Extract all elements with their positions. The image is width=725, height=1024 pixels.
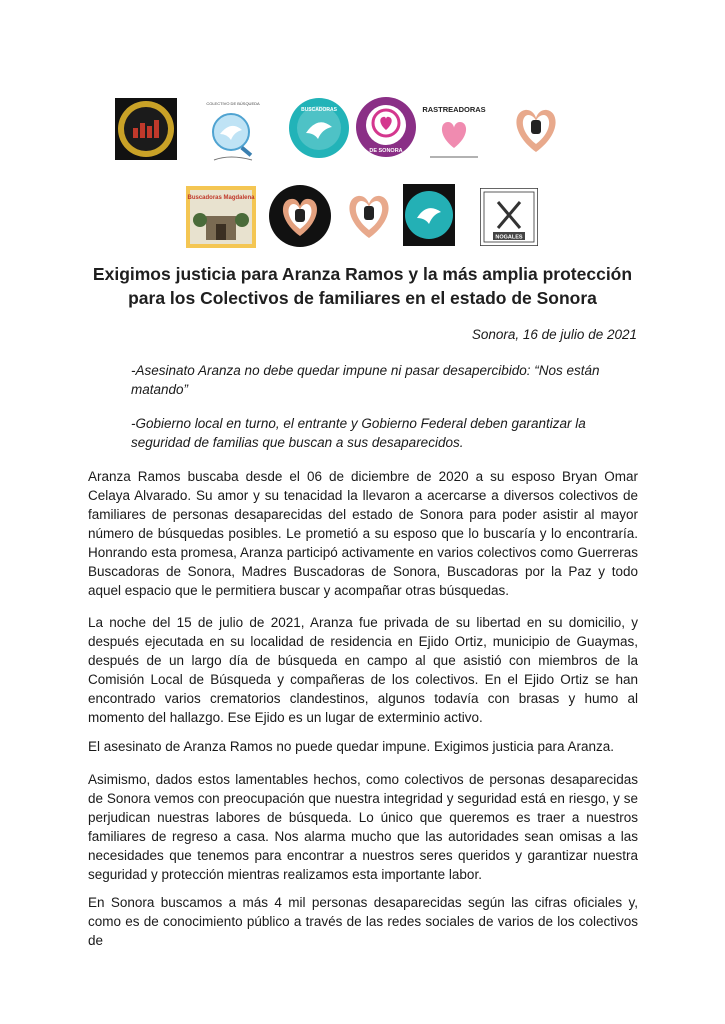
logo-rastreadoras [420, 100, 488, 162]
body-paragraph-3: El asesinato de Aranza Ramos no puede quedar impune. Exigimos justicia para Aranza. [88, 739, 615, 754]
logo-7-text: Buscadoras Magdalena [187, 195, 255, 201]
title-line-1: Exigimos justicia para Aranza Ramos y la más amplia protección [92, 264, 633, 284]
document-title [70, 262, 655, 310]
logo-badge-black-gold [115, 98, 177, 160]
logo-guerreras-black [268, 184, 332, 248]
logo-buscadoras-teal [288, 97, 350, 159]
logo-4-text: DE SONORA [369, 148, 403, 154]
logo-11-text: NOGALES [495, 234, 523, 241]
logo-buscadoras-frontera-nogales [480, 188, 538, 246]
body-paragraph-1: Aranza Ramos buscaba desde el 06 de diciembre de 2020 a su esposo Bryan Omar Celaya Alvarado. Su amor y su tenacidad la llevaron a acercarse a diversos colectivos de familiares de personas desaparecidas del estado de Sonora para poder asistir al mayor número de búsquedas posibles. Le prometió a su esposo que lo buscaría y lo encontraría. Honrando esta promesa, Aranza participó activamente en varios colectivos como Guerreras Buscadoras de Sonora, Madres Buscadoras de Sonora, Buscadoras por la Paz y todo aquel espacio que le permitiera buscar y acompañar otras búsquedas. [88, 469, 638, 598]
body-paragraph-2: La noche del 15 de julio de 2021, Aranza fue privada de su libertad en su domicilio, y después ejecutada en su localidad de residencia en Ejido Ortiz, municipio de Guaymas, después de un largo día de búsqueda en campo al que asistió con miembros de la Comisión Local de Búsqueda y compañeras de los colectivos. En el Ejido Ortiz se han encontrado varios crematorios clandestinos, algunos todavía con brasas y humo al momento del hallazgo. Ese Ejido es un lugar de exterminio activo. [88, 615, 638, 725]
title-line-2: para los Colectivos de familiares en el estado de Sonora [128, 288, 597, 308]
body-paragraph-5: En Sonora buscamos a más 4 mil personas desaparecidas según las cifras oficiales y, como es de conocimiento público a través de las redes sociales de varios de los colectivos de [88, 895, 638, 948]
dateline: Sonora, 16 de julio de 2021 [471, 327, 637, 342]
logo-guerreras-heart [503, 96, 569, 162]
logo-guerreras-heart-2 [336, 182, 402, 248]
logo-teal-dove-square [403, 184, 455, 246]
logo-2-text: COLECTIVO DE BÚSQUEDA [206, 101, 260, 106]
logo-buscadoras-magdalena [186, 186, 256, 248]
summary-bullet-2: -Gobierno local en turno, el entrante y Gobierno Federal deben garantizar la seguridad de familias que buscan a sus desaparecidos. [131, 416, 586, 450]
logo-magnifier-dove [200, 96, 266, 168]
body-paragraph-4: Asimismo, dados estos lamentables hechos, como colectivos de personas desaparecidas de Sonora vemos con preocupación que nuestra integridad y seguridad está en riesgo, y se perjudican nuestras labores de búsqueda. Lo único que queremos es traer a nuestros familiares de regreso a casa. Nos alarma mucho que las autoridades sean omisas a las necesidades que tenemos para encontrar a nuestros seres queridos y garantizar nuestra seguridad y protección mientras realizamos esta importante labor. [88, 772, 638, 882]
logo-3-text: BUSCADORAS [301, 107, 337, 113]
summary-bullet-1: -Asesinato Aranza no debe quedar impune ni pasar desapercibido: “Nos están matando” [131, 363, 600, 397]
logo-madres-buscadoras-sonora [355, 96, 417, 158]
logo-5-text: RASTREADORAS [422, 105, 486, 114]
